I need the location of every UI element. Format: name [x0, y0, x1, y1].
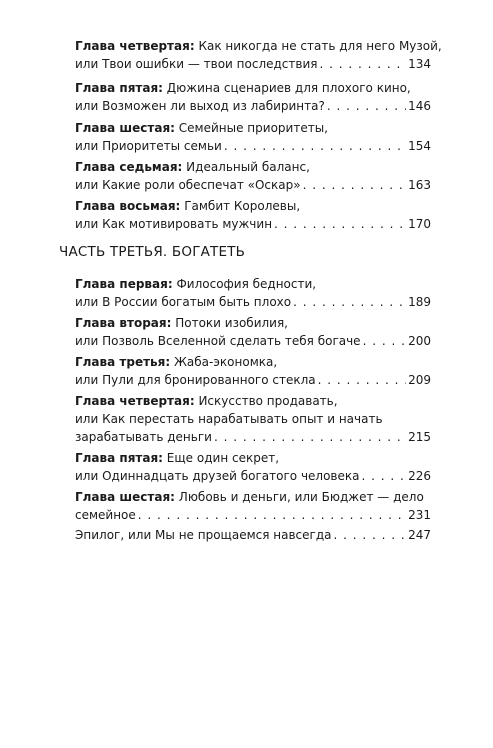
toc-entry-title-line — [75, 449, 431, 467]
toc-entry-page-line — [75, 526, 431, 544]
chapter-title: Дюжина сценариев для плохого кино, — [166, 81, 411, 95]
chapter-label: Глава четвертая: — [75, 39, 195, 53]
toc-entry-page-line — [75, 293, 431, 311]
page-number: 247 — [408, 528, 431, 542]
toc-entry-page-line — [75, 137, 431, 155]
chapter-subtitle: или Как мотивировать мужчин — [75, 217, 273, 231]
page-number: 163 — [408, 178, 431, 192]
toc-entry-page-line — [75, 467, 431, 485]
chapter-label: Глава пятая: — [75, 451, 163, 465]
toc-entry-part3-ch5 — [75, 449, 431, 485]
dot-leader — [327, 97, 406, 115]
chapter-subtitle: семейное — [75, 508, 136, 522]
chapter-title: Идеальный баланс, — [186, 160, 310, 174]
toc-entry-part3-ch2 — [75, 314, 431, 350]
chapter-title: Как никогда не стать для него Музой, — [198, 39, 442, 53]
chapter-label: Глава четвертая: — [75, 394, 195, 408]
chapter-subtitle: или Какие роли обеспечат «Оскар» — [75, 178, 301, 192]
toc-entry-title-line — [75, 158, 431, 176]
toc-entry-page-line — [75, 332, 431, 350]
toc-entry-page-line — [75, 428, 431, 446]
chapter-subtitle: или Твои ошибки — твои последствия — [75, 57, 318, 71]
page-number: 215 — [408, 430, 431, 444]
chapter-label: Глава седьмая: — [75, 160, 183, 174]
page-number: 200 — [408, 334, 431, 348]
toc-entry-epilogue — [75, 526, 431, 544]
chapter-label: Глава вторая: — [75, 316, 172, 330]
chapter-label: Глава восьмая: — [75, 199, 181, 213]
dot-leader — [319, 55, 406, 73]
dot-leader — [363, 332, 407, 350]
toc-entry-title-line — [75, 37, 442, 55]
chapter-label: Глава первая: — [75, 277, 173, 291]
toc-entry-title-line — [75, 392, 431, 410]
toc-entry-page-line — [75, 176, 431, 194]
part-heading: ЧАСТЬ ТРЕТЬЯ. БОГАТЕТЬ — [59, 244, 246, 260]
chapter-title: Философия бедности, — [176, 277, 317, 291]
page-number: 154 — [408, 139, 431, 153]
toc-entry-page-line — [75, 215, 431, 233]
chapter-title: Жаба-экономка, — [173, 355, 278, 369]
epilogue-title: Эпилог, или Мы не прощаемся навсегда — [75, 528, 332, 542]
toc-entry-part2-ch7 — [75, 158, 431, 194]
chapter-subtitle: или Как перестать нарабатывать опыт и начать — [75, 412, 383, 426]
toc-entry-part2-ch4 — [75, 37, 442, 73]
toc-entry-page-line — [75, 55, 431, 73]
dot-leader — [293, 293, 406, 311]
dot-leader — [362, 467, 407, 485]
chapter-subtitle: или Пули для бронированного стекла — [75, 373, 316, 387]
dot-leader — [333, 526, 406, 544]
chapter-subtitle-continued: зарабатывать деньги — [75, 430, 212, 444]
page-number: 231 — [408, 508, 431, 522]
chapter-title: Искусство продавать, — [198, 394, 338, 408]
chapter-subtitle: или Возможен ли выход из лабиринта? — [75, 99, 325, 113]
page-number: 189 — [408, 295, 431, 309]
toc-entry-part3-ch1 — [75, 275, 431, 311]
toc-entry-part3-ch3 — [75, 353, 431, 389]
chapter-subtitle: или Позволь Вселенной сделать тебя богаче — [75, 334, 361, 348]
chapter-label: Глава третья: — [75, 355, 171, 369]
chapter-title: Гамбит Королевы, — [184, 199, 301, 213]
page-number: 134 — [408, 57, 431, 71]
chapter-label: Глава шестая: — [75, 490, 175, 504]
toc-entry-part2-ch6 — [75, 119, 431, 155]
page-number: 146 — [408, 99, 431, 113]
toc-entry-title-line — [75, 79, 431, 97]
chapter-subtitle: или Приоритеты семьи — [75, 139, 222, 153]
chapter-title: Любовь и деньги, или Бюджет — дело — [178, 490, 424, 504]
chapter-label: Глава пятая: — [75, 81, 163, 95]
toc-entry-title-line — [75, 119, 431, 137]
chapter-title: Потоки изобилия, — [175, 316, 288, 330]
toc-entry-subtitle-line — [75, 410, 431, 428]
chapter-label: Глава шестая: — [75, 121, 175, 135]
dot-leader — [214, 428, 406, 446]
chapter-subtitle: или Одиннадцать друзей богатого человека — [75, 469, 360, 483]
toc-entry-title-line — [75, 314, 431, 332]
page-number: 209 — [408, 373, 431, 387]
dot-leader — [303, 176, 407, 194]
dot-leader — [318, 371, 406, 389]
chapter-subtitle: или В России богатым быть плохо — [75, 295, 292, 309]
toc-entry-title-line — [75, 275, 431, 293]
dot-leader — [224, 137, 406, 155]
page-number: 226 — [408, 469, 431, 483]
toc-entry-part3-ch4 — [75, 392, 431, 446]
toc-entry-title-line — [75, 197, 431, 215]
chapter-title: Еще один секрет, — [166, 451, 280, 465]
chapter-title: Семейные приоритеты, — [178, 121, 328, 135]
toc-entry-part2-ch5 — [75, 79, 431, 115]
toc-entry-part3-ch6 — [75, 488, 431, 524]
page-number: 170 — [408, 217, 431, 231]
dot-leader — [138, 506, 406, 524]
toc-entry-title-line — [75, 353, 431, 371]
toc-entry-part2-ch8 — [75, 197, 431, 233]
toc-entry-page-line — [75, 97, 431, 115]
toc-entry-page-line — [75, 506, 431, 524]
dot-leader — [274, 215, 406, 233]
toc-entry-title-line — [75, 488, 431, 506]
toc-entry-page-line — [75, 371, 431, 389]
